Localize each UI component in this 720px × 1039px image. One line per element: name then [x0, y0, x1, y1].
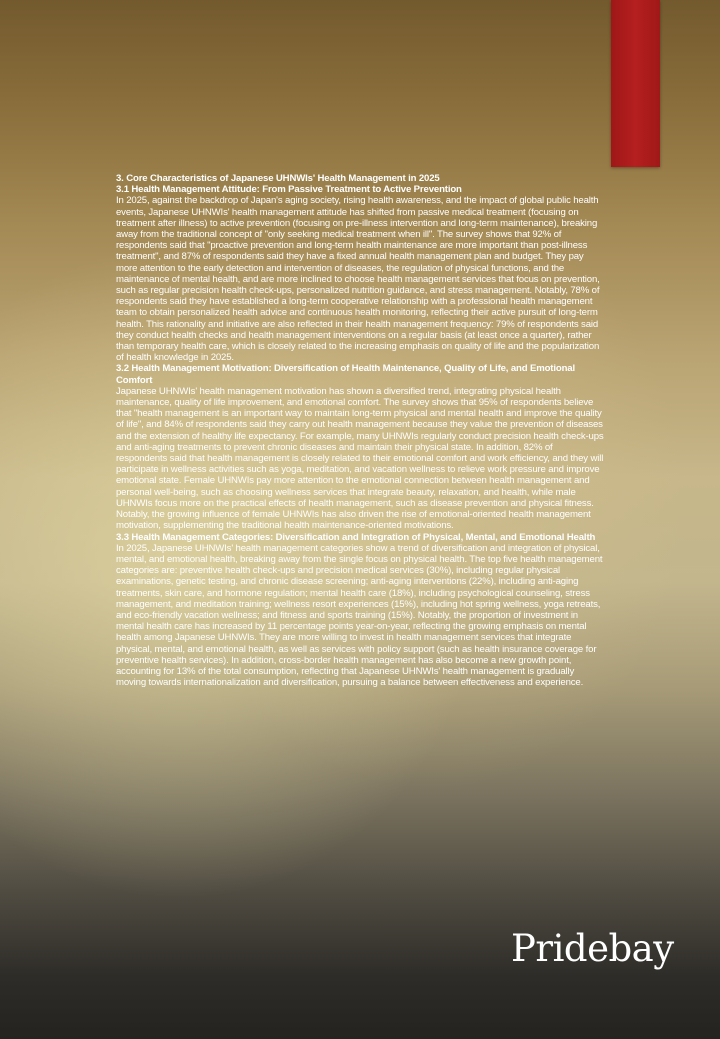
subsection-heading-3-2: 3.2 Health Management Motivation: Diversification of Health Maintenance, Quality of Life, and Emotional Comfort — [116, 363, 575, 386]
document-body — [116, 173, 604, 688]
section-heading: 3. Core Characteristics of Japanese UHNWIs' Health Management in 2025 — [116, 173, 440, 184]
brand-logo: Pridebay — [511, 927, 674, 970]
subsection-body-3-3: In 2025, Japanese UHNWIs' health management categories show a trend of diversification and integration of physical, mental, and emotional health, breaking away from the single focus on physical health. The top five health management categories are: preventive health check-ups and precision medical services (30%), including regular physical examinations, genetic testing, and chronic disease screening; anti-aging interventions (22%), including anti-aging treatments, skin care, and hormone regulation; mental health care (18%), including psychological counseling, stress management, and meditation training; wellness resort experiences (15%), including hot spring wellness, yoga retreats, and eco-friendly vacation wellness; and fitness and sports training (15%). Notably, the proportion of investment in mental health care has increased by 11 percentage points year-on-year, reflecting the growing emphasis on mental health among Japanese UHNWIs. They are more willing to invest in health management services that integrate physical, mental, and emotional health, as well as services with policy support (such as health insurance coverage for preventive health services). In addition, cross-border health management has also become a new growth point, accounting for 13% of the total consumption, reflecting that Japanese UHNWIs' health management is gradually moving towards internationalization and diversification, pursuing a balance between effectiveness and experience. — [116, 542, 603, 689]
subsection-heading-3-1: 3.1 Health Management Attitude: From Passive Treatment to Active Prevention — [116, 184, 462, 196]
subsection-body-3-1: In 2025, against the backdrop of Japan's aging society, rising health awareness, and the impact of global public health events, Japanese UHNWIs' health management attitude has shifted from passive medical treatment (focusing on treatment after illness) to active prevention (focusing on pre-illness intervention and long-term maintenance), breaking away from the traditional concept of "only seeking medical treatment when ill". The survey shows that 92% of respondents said that "proactive prevention and long-term health maintenance are more important than post-illness treatment", and 87% of respondents said they have a fixed annual health management plan and budget. They pay more attention to the early detection and intervention of diseases, the regulation of physical functions, and the maintenance of mental health, and are more inclined to choose health management services that focus on prevention, such as regular precision health check-ups, personalized nutrition guidance, and stress management. Notably, 78% of respondents said they have established a long-term cooperative relationship with a professional health management team to obtain personalized health advice and continuous health monitoring, reflecting their active pursuit of long-term health. This rationality and initiative are also reflected in their health management frequency: 79% of respondents said they conduct health checks and health management interventions on a regular basis (at least once a quarter), rather than temporary health care, which is closely related to the increasing emphasis on quality of life and the popularization of health knowledge in 2025. — [116, 195, 600, 364]
red-bookmark-decoration — [611, 0, 660, 167]
subsection-body-3-2: Japanese UHNWIs' health management motivation has shown a diversified trend, integrating physical health maintenance, quality of life improvement, and emotional comfort. The survey shows that 95% of respondents believe that "health management is an important way to maintain long-term physical and mental health and improve the quality of life", and 84% of respondents said they carry out health management because they value the prevention of diseases and the extension of healthy life expectancy. For example, many UHNWIs regularly conduct precision health check-ups and anti-aging treatments to prevent chronic diseases and maintain their physical state. In addition, 82% of respondents said that health management is closely related to their emotional comfort and work efficiency, and they will participate in wellness activities such as yoga, meditation, and vacation wellness to relieve work pressure and improve emotional state. Female UHNWIs pay more attention to the emotional connection between health management and personal well-being, such as choosing wellness services that integrate beauty, relaxation, and health, while male UHNWIs focus more on the practical effects of health management, such as disease prevention and physical fitness. Notably, the growing influence of female UHNWIs has also driven the rise of emotional-oriented health management motivation, supplementing the traditional health maintenance-oriented motivations. — [116, 385, 604, 532]
subsection-heading-3-3: 3.3 Health Management Categories: Diversification and Integration of Physical, Mental, and Emotional Health — [116, 531, 596, 543]
